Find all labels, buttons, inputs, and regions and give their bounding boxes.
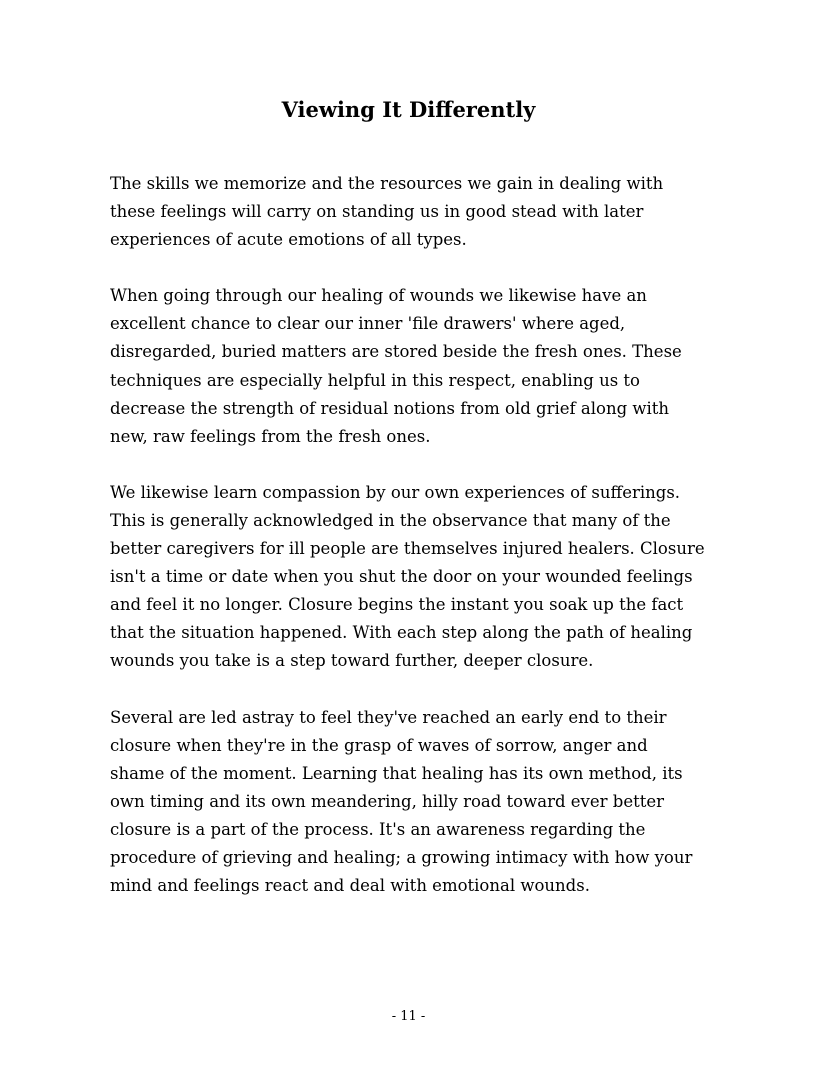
text-line: We likewise learn compassion by our own experiences of sufferings.: [110, 482, 681, 502]
paragraph-1: [110, 170, 710, 254]
text-line: better caregivers for ill people are themselves injured healers. Closure: [110, 539, 705, 559]
text-line: these feelings will carry on standing us in good stead with later: [110, 202, 644, 222]
text-line: closure when they're in the grasp of waves of sorrow, anger and: [110, 735, 648, 755]
text-line: excellent chance to clear our inner 'file drawers' where aged,: [110, 314, 626, 334]
text-line: own timing and its own meandering, hilly road toward ever better: [110, 791, 664, 811]
text-line: and feel it no longer. Closure begins the instant you soak up the fact: [110, 595, 684, 615]
text-line: experiences of acute emotions of all types.: [110, 230, 467, 250]
text-line: wounds you take is a step toward further, deeper closure.: [110, 651, 594, 671]
paragraph-2: [110, 282, 710, 451]
text-line: decrease the strength of residual notions from old grief along with: [110, 398, 670, 418]
text-line: techniques are especially helpful in this respect, enabling us to: [110, 370, 640, 390]
text-line: disregarded, buried matters are stored beside the fresh ones. These: [110, 342, 682, 362]
paragraph-4: [110, 704, 710, 901]
text-line: new, raw feelings from the fresh ones.: [110, 426, 431, 446]
text-line: Several are led astray to feel they've reached an early end to their: [110, 707, 667, 727]
text-line: mind and feelings react and deal with emotional wounds.: [110, 876, 590, 896]
page-number: - 11 -: [391, 1009, 426, 1024]
text-line: isn't a time or date when you shut the door on your wounded feelings: [110, 567, 693, 587]
text-line: procedure of grieving and healing; a growing intimacy with how your: [110, 847, 693, 867]
text-line: that the situation happened. With each step along the path of healing: [110, 623, 693, 643]
paragraph-3: [110, 479, 710, 676]
text-line: This is generally acknowledged in the observance that many of the: [110, 510, 671, 530]
page-title: Viewing It Differently: [281, 97, 536, 122]
text-line: closure is a part of the process. It's an awareness regarding the: [110, 819, 646, 839]
text-line: The skills we memorize and the resources we gain in dealing with: [110, 174, 664, 193]
text-line: When going through our healing of wounds we likewise have an: [110, 286, 647, 306]
text-line: shame of the moment. Learning that healing has its own method, its: [110, 763, 683, 783]
body-text: [110, 170, 710, 928]
